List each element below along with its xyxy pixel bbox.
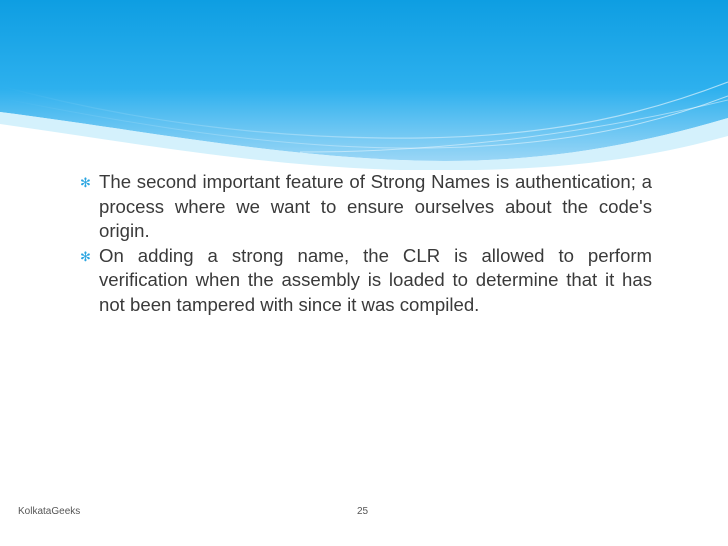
footer-author: KolkataGeeks xyxy=(18,506,81,517)
footer-page-number: 25 xyxy=(357,506,369,517)
bullet-item xyxy=(79,244,652,318)
bullet-text: On adding a strong name, the CLR is allowed to perform verification when the assembly is loaded to determine that it has not been tampered with since it was compiled. xyxy=(99,244,652,315)
asterisk-bullet-icon: ✻ xyxy=(80,248,91,264)
header-wave-background xyxy=(0,0,728,170)
bullet-list xyxy=(79,170,652,317)
asterisk-bullet-icon: ✻ xyxy=(80,175,91,190)
bullet-item xyxy=(79,170,652,244)
bullet-text: The second important feature of Strong Names is authentication; a process where we want to ensure ourselves about the code's origin. xyxy=(99,171,652,241)
